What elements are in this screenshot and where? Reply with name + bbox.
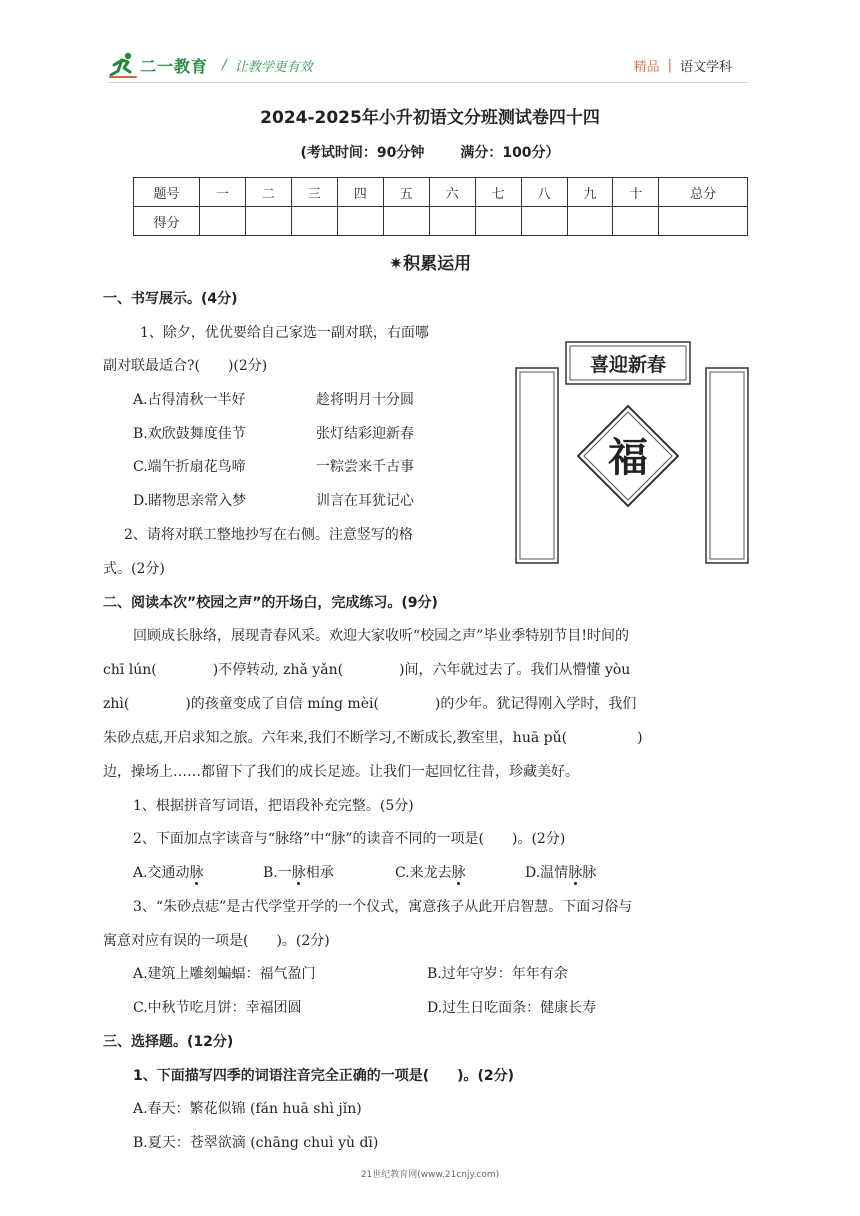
score-cell[interactable] <box>383 207 429 236</box>
score-cell[interactable] <box>521 207 567 236</box>
q3-option-a[interactable]: A.春天：繁花似锦 (fán huā shì jǐn) <box>133 1101 362 1117</box>
q1-sub2-line2: 式。(2分) <box>103 561 165 577</box>
score-header-cell: 六 <box>429 178 475 207</box>
score-table <box>133 177 748 236</box>
score-row-label: 得分 <box>134 207 200 236</box>
subject-tag: 语文学科 <box>679 60 732 75</box>
q1-option-a[interactable] <box>133 390 414 410</box>
q2-paragraph-line3: zhì( )的孩童变成了自信 míng mèi( )的少年。犹记得刚入学时，我们 <box>103 696 637 712</box>
exam-time: (考试时间：90分钟 <box>300 145 425 161</box>
score-table-header-row <box>134 178 748 207</box>
q2-sub2-option-d[interactable] <box>525 863 596 883</box>
score-header-cell: 三 <box>291 178 337 207</box>
option-text: 脉 <box>582 865 597 881</box>
score-header-cell: 题号 <box>134 178 200 207</box>
score-cell[interactable] <box>567 207 613 236</box>
score-cell[interactable] <box>245 207 291 236</box>
score-header-cell: 四 <box>337 178 383 207</box>
q3-heading: 三、选择题。(12分) <box>103 1034 234 1050</box>
option-second-half: 张灯结彩迎新春 <box>316 426 414 442</box>
option-text: 相承 <box>305 865 334 881</box>
fu-character: 福 <box>608 434 648 481</box>
q2-sub3-option-d[interactable]: D.过生日吃面条：健康长寿 <box>427 1000 597 1016</box>
slogan-separator: / <box>222 57 227 73</box>
option-text: B.一 <box>263 865 292 881</box>
option-text: D.温情 <box>525 865 569 881</box>
q2-sub3-line1: 3、“朱砂点痣”是古代学堂开学的一个仪式，寓意孩子从此开启智慧。下面习俗与 <box>133 899 633 915</box>
header-divider: | <box>667 58 672 73</box>
score-header-cell: 总分 <box>659 178 748 207</box>
q2-sub3-option-b[interactable]: B.过年守岁：年年有余 <box>427 966 568 982</box>
q2-sub2: 2、下面加点字读音与“脉络”中“脉”的读音不同的一项是( )。(2分) <box>133 831 566 847</box>
exam-info <box>0 142 860 162</box>
score-cell[interactable] <box>659 207 748 236</box>
q1-sub1-line1: 1、除夕，优优要给自己家选一副对联，右面哪 <box>140 325 429 341</box>
score-cell[interactable] <box>291 207 337 236</box>
q2-heading: 二、阅读本次”校园之声”的开场白，完成练习。(9分) <box>103 595 438 611</box>
q3-sub1: 1、下面描写四季的词语注音完全正确的一项是( )。(2分) <box>133 1068 515 1084</box>
score-header-cell: 五 <box>383 178 429 207</box>
logo <box>108 50 313 80</box>
option-first-half: C.端午折扇花鸟啼 <box>133 459 246 475</box>
score-cell[interactable] <box>429 207 475 236</box>
q2-sub2-option-b[interactable] <box>263 863 395 883</box>
score-header-cell: 九 <box>567 178 613 207</box>
q2-sub2-options <box>133 863 596 883</box>
full-score: 满分：100分） <box>460 145 560 161</box>
q1-heading: 一、书写展示。(4分) <box>103 291 238 307</box>
score-cell[interactable] <box>337 207 383 236</box>
q1-sub2-line1: 2、请将对联工整地抄写在右侧。注意竖写的格 <box>124 527 413 543</box>
q2-paragraph-line1: 回顾成长脉络，展现青春风采。欢迎大家收听“校园之声”毕业季特别节目!时间的 <box>133 628 629 644</box>
dotted-char: 脉 <box>451 865 466 881</box>
option-first-half: A.占得清秋一半好 <box>133 392 246 408</box>
couplet-illustration <box>512 338 752 568</box>
option-first-half: D.睹物思亲常入梦 <box>133 493 247 509</box>
option-text: C.来龙去 <box>395 865 452 881</box>
option-first-half: B.欢欣鼓舞度佳节 <box>133 426 246 442</box>
page-footer: 21世纪教育网(www.21cnjy.com) <box>360 1170 500 1180</box>
option-second-half: 一粽尝来千古事 <box>316 459 414 475</box>
q2-paragraph-line5: 边，操场上……都留下了我们的成长足迹。让我们一起回忆往昔，珍藏美好。 <box>103 764 579 780</box>
score-header-cell: 二 <box>245 178 291 207</box>
score-cell[interactable] <box>200 207 246 236</box>
quality-tag: 精品 <box>633 60 660 75</box>
option-second-half: 趁将明月十分圆 <box>316 392 414 408</box>
score-cell[interactable] <box>475 207 521 236</box>
score-header-cell: 八 <box>521 178 567 207</box>
score-header-cell: 十 <box>613 178 659 207</box>
score-header-cell: 一 <box>200 178 246 207</box>
page-title: 2024-2025年小升初语文分班测试卷四十四 <box>260 108 600 128</box>
dotted-char: 脉 <box>568 865 583 881</box>
score-cell[interactable] <box>613 207 659 236</box>
q1-option-c[interactable] <box>133 457 414 477</box>
banner-text: 喜迎新春 <box>589 354 667 376</box>
section-heading: ✷积累运用 <box>388 254 472 274</box>
slogan: 让教学更有效 <box>234 59 313 75</box>
runner-logo-icon <box>108 51 138 79</box>
option-text: A.交通动 <box>133 865 190 881</box>
q2-sub3-option-a[interactable]: A.建筑上雕刻蝙蝠：福气盈门 <box>133 966 316 982</box>
q2-sub3-option-c[interactable]: C.中秋节吃月饼：幸福团圆 <box>133 1000 302 1016</box>
q2-sub3-line2: 寓意对应有误的一项是( )。(2分) <box>103 933 330 949</box>
header-rule <box>108 82 748 83</box>
header-tags <box>634 56 732 75</box>
couplet-picture <box>512 338 752 568</box>
dotted-char: 脉 <box>291 865 306 881</box>
score-header-cell: 七 <box>475 178 521 207</box>
q2-paragraph-line4: 朱砂点痣,开启求知之旅。六年来,我们不断学习,不断成长,教室里，huā pǔ( ) <box>103 730 643 746</box>
option-second-half: 训言在耳犹记心 <box>316 493 414 509</box>
dotted-char: 脉 <box>189 865 204 881</box>
q2-paragraph-line2: chī lún( )不停转动, zhǎ yǎn( )间，六年就过去了。我们从懵懂 yòu <box>103 662 631 678</box>
score-table-score-row <box>134 207 748 236</box>
q2-sub1: 1、根据拼音写词语，把语段补充完整。(5分) <box>133 798 414 814</box>
q1-option-d[interactable] <box>133 491 414 511</box>
q2-sub2-option-a[interactable] <box>133 863 263 883</box>
page-header <box>108 50 748 80</box>
logo-text: 二一教育 <box>140 56 209 76</box>
q2-sub2-option-c[interactable] <box>395 863 525 883</box>
q1-sub1-line2: 副对联最适合?( )(2分) <box>103 358 268 374</box>
q3-option-b[interactable]: B.夏天：苍翠欲滴 (chāng chuì yù dī) <box>133 1135 379 1151</box>
q1-option-b[interactable] <box>133 424 414 444</box>
